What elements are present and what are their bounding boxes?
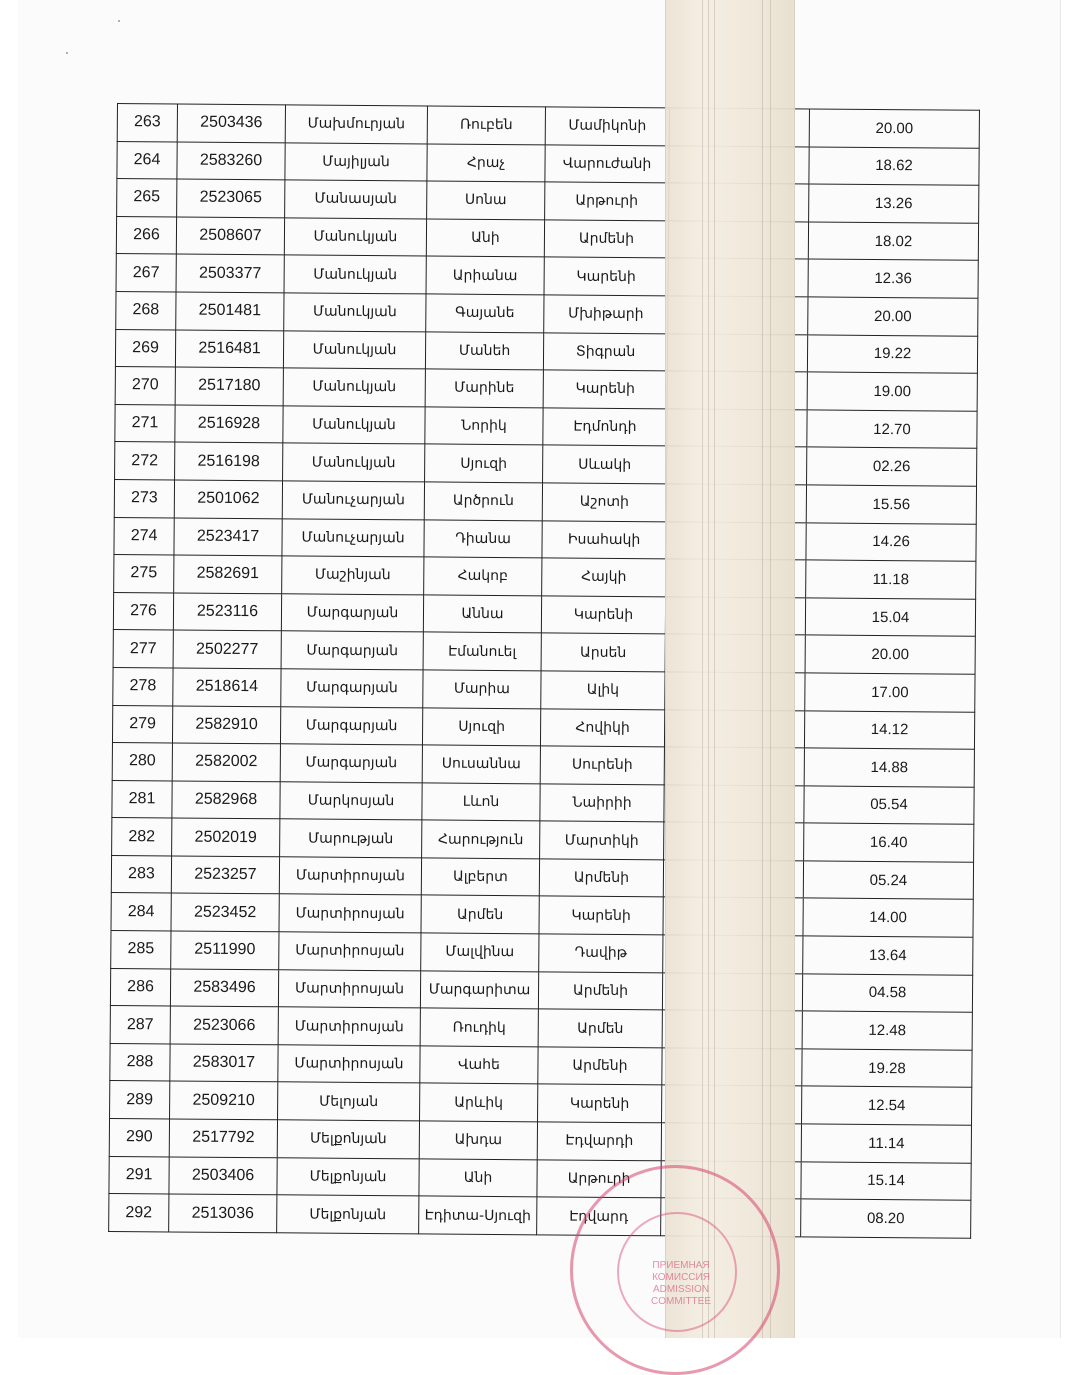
cell-surname: Մարգարյան xyxy=(281,669,423,708)
cell-score: 19.00 xyxy=(807,372,977,411)
cell-first-name: Սոնա xyxy=(427,181,545,220)
cell-patronymic: Դավիթ xyxy=(539,934,663,973)
cell-row-number: 275 xyxy=(114,555,174,593)
cell-patronymic: Մխիթարի xyxy=(544,295,668,334)
cell-patronymic: Արթուրի xyxy=(545,182,669,221)
cell-surname: Մելքոնյան xyxy=(277,1157,419,1196)
cell-surname: Մանուկյան xyxy=(284,218,426,257)
cell-first-name: Հակոբ xyxy=(424,557,542,596)
cell-patronymic: Արթուրի xyxy=(537,1159,661,1198)
cell-first-name: Հարություն xyxy=(422,820,540,859)
cell-applicant-id: 2513036 xyxy=(169,1194,277,1232)
cell-applicant-id: 2516928 xyxy=(175,405,283,443)
cell-score: 02.26 xyxy=(807,447,977,486)
cell-surname: Մարգարյան xyxy=(281,631,423,670)
cell-applicant-id: 2523417 xyxy=(174,517,282,555)
cell-score: 16.40 xyxy=(804,823,974,862)
cell-surname: Մանուկյան xyxy=(283,443,425,482)
cell-score: 18.62 xyxy=(809,147,979,186)
cell-surname: Մարգարյան xyxy=(280,744,422,783)
cell-applicant-id: 2508607 xyxy=(176,217,284,255)
cell-first-name: Էդիտա-Սյուզի xyxy=(419,1196,537,1235)
cell-surname: Մարտիրոսյան xyxy=(278,1007,420,1046)
cell-row-number: 281 xyxy=(112,780,172,818)
cell-first-name: Մարիա xyxy=(423,670,541,709)
cell-first-name: Սուսաննա xyxy=(422,745,540,784)
cell-row-number: 268 xyxy=(116,291,176,329)
cell-row-number: 284 xyxy=(111,893,171,931)
cell-applicant-id: 2583496 xyxy=(170,969,278,1007)
cell-patronymic: Արմենի xyxy=(539,859,663,898)
cell-surname: Մաշինյան xyxy=(282,556,424,595)
cell-first-name: Հրաչ xyxy=(427,144,545,183)
cell-row-number: 276 xyxy=(113,592,173,630)
cell-surname: Մանուկյան xyxy=(283,330,425,369)
cell-score: 14.88 xyxy=(804,748,974,787)
cell-first-name: Ալբերտ xyxy=(421,858,539,897)
cell-row-number: 269 xyxy=(115,329,175,367)
cell-surname: Մանուկյան xyxy=(283,368,425,407)
cell-applicant-id: 2516481 xyxy=(175,330,283,368)
cell-first-name: Արևիկ xyxy=(420,1083,538,1122)
cell-surname: Մարտիրոսյան xyxy=(278,1045,420,1084)
cell-first-name: Նորիկ xyxy=(425,407,543,446)
cell-first-name: Արիանա xyxy=(426,256,544,295)
cell-score: 11.14 xyxy=(801,1124,971,1163)
cell-applicant-id: 2523257 xyxy=(171,856,279,894)
cell-patronymic: Սևակի xyxy=(543,445,667,484)
cell-patronymic: Կարենի xyxy=(544,257,668,296)
cell-patronymic: Արմենի xyxy=(538,1047,662,1086)
cell-patronymic: Վարուժանի xyxy=(545,144,669,183)
cell-applicant-id: 2582968 xyxy=(172,781,280,819)
cell-row-number: 288 xyxy=(110,1043,170,1081)
table-body xyxy=(109,104,980,1239)
cell-patronymic: Էդվարդ xyxy=(537,1197,661,1236)
cell-row-number: 282 xyxy=(112,818,172,856)
cell-row-number: 291 xyxy=(109,1156,169,1194)
cell-patronymic: Էդվարդի xyxy=(537,1122,661,1161)
cell-surname: Մարտիրոսյան xyxy=(279,894,421,933)
official-stamp xyxy=(570,1165,780,1375)
cell-applicant-id: 2502277 xyxy=(173,630,281,668)
cell-row-number: 267 xyxy=(116,254,176,292)
cell-applicant-id: 2582910 xyxy=(172,705,280,743)
cell-row-number: 290 xyxy=(109,1119,169,1157)
cell-applicant-id: 2523116 xyxy=(173,593,281,631)
cell-patronymic: Կարենի xyxy=(538,1084,662,1123)
paper-speck xyxy=(118,20,120,22)
stamp-label: ПРИЕМНАЯ КОМИССИЯ ADMISSION COMMITTEE xyxy=(651,1260,711,1307)
cell-row-number: 264 xyxy=(117,141,177,179)
cell-applicant-id: 2582002 xyxy=(172,743,280,781)
cell-row-number: 274 xyxy=(114,517,174,555)
cell-score: 13.26 xyxy=(809,184,979,223)
cell-applicant-id: 2509210 xyxy=(170,1081,278,1119)
cell-surname: Մանասյան xyxy=(285,180,427,219)
cell-row-number: 265 xyxy=(117,179,177,217)
cell-row-number: 292 xyxy=(109,1194,169,1232)
cell-surname: Մարտիրոսյան xyxy=(278,969,420,1008)
cell-row-number: 263 xyxy=(117,104,177,142)
cell-score: 20.00 xyxy=(809,109,979,148)
cell-surname: Մելքոնյան xyxy=(277,1195,419,1234)
cell-surname: Մանուկյան xyxy=(283,406,425,445)
cell-patronymic: Տիգրան xyxy=(543,332,667,371)
cell-patronymic: Արմենի xyxy=(544,220,668,259)
cell-score: 14.00 xyxy=(803,898,973,937)
cell-patronymic: Կարենի xyxy=(539,896,663,935)
cell-row-number: 270 xyxy=(115,367,175,405)
cell-patronymic: Ալիկ xyxy=(541,671,665,710)
cell-surname: Մարության xyxy=(280,819,422,858)
cell-applicant-id: 2583017 xyxy=(170,1044,278,1082)
cell-row-number: 289 xyxy=(110,1081,170,1119)
cell-row-number: 287 xyxy=(110,1006,170,1044)
cell-row-number: 278 xyxy=(113,667,173,705)
cell-patronymic: Աշոտի xyxy=(542,483,666,522)
cell-applicant-id: 2523452 xyxy=(171,893,279,931)
cell-patronymic: Սուրենի xyxy=(540,746,664,785)
cell-score: 18.02 xyxy=(808,222,978,261)
cell-patronymic: Հայկի xyxy=(542,558,666,597)
cell-patronymic: Արմենի xyxy=(538,971,662,1010)
cell-first-name: Ռուդիկ xyxy=(420,1008,538,1047)
cell-patronymic: Նաիրիի xyxy=(540,784,664,823)
cell-score: 04.58 xyxy=(802,974,972,1013)
cell-score: 05.54 xyxy=(804,786,974,825)
cell-score: 19.28 xyxy=(802,1049,972,1088)
cell-score: 12.70 xyxy=(807,410,977,449)
cell-surname: Մարգարյան xyxy=(281,594,423,633)
cell-patronymic: Մամիկոնի xyxy=(545,107,669,146)
cell-patronymic: Կարենի xyxy=(541,596,665,635)
table-row xyxy=(109,1194,971,1238)
cell-applicant-id: 2511990 xyxy=(171,931,279,969)
cell-row-number: 273 xyxy=(114,479,174,517)
cell-patronymic: Արմեն xyxy=(538,1009,662,1048)
cell-score: 20.00 xyxy=(805,635,975,674)
cell-score: 15.04 xyxy=(805,598,975,637)
cell-applicant-id: 2501481 xyxy=(176,292,284,330)
cell-applicant-id: 2501062 xyxy=(174,480,282,518)
cell-score: 12.48 xyxy=(802,1011,972,1050)
cell-first-name: Գայանե xyxy=(426,294,544,333)
cell-row-number: 286 xyxy=(110,968,170,1006)
cell-score: 14.12 xyxy=(804,710,974,749)
cell-patronymic: Մարտիկի xyxy=(540,821,664,860)
cell-score: 08.20 xyxy=(801,1199,971,1238)
cell-applicant-id: 2502019 xyxy=(172,818,280,856)
cell-row-number: 279 xyxy=(112,705,172,743)
cell-patronymic: Էդմոնդի xyxy=(543,408,667,447)
cell-first-name: Մալվինա xyxy=(421,933,539,972)
cell-applicant-id: 2523065 xyxy=(177,179,285,217)
cell-patronymic: Արսեն xyxy=(541,633,665,672)
cell-score: 14.26 xyxy=(806,522,976,561)
cell-score: 15.14 xyxy=(801,1162,971,1201)
cell-row-number: 285 xyxy=(111,931,171,969)
cell-surname: Մարկոսյան xyxy=(280,781,422,820)
cell-surname: Մայիլյան xyxy=(285,142,427,181)
cell-score: 17.00 xyxy=(805,673,975,712)
cell-first-name: Աննա xyxy=(423,595,541,634)
cell-patronymic: Կարենի xyxy=(543,370,667,409)
cell-first-name: Անի xyxy=(419,1159,537,1198)
cell-applicant-id: 2516198 xyxy=(175,442,283,480)
cell-first-name: Մարինե xyxy=(425,369,543,408)
cell-score: 11.18 xyxy=(806,560,976,599)
cell-first-name: Ախդա xyxy=(419,1121,537,1160)
cell-surname: Մանուկյան xyxy=(284,255,426,294)
cell-row-number: 271 xyxy=(115,404,175,442)
cell-first-name: Վահե xyxy=(420,1046,538,1085)
cell-first-name: Դիանա xyxy=(424,519,542,558)
cell-row-number: 277 xyxy=(113,630,173,668)
paper-speck xyxy=(66,52,68,54)
cell-surname: Մանուկյան xyxy=(284,293,426,332)
cell-first-name: Արծրուն xyxy=(424,482,542,521)
cell-applicant-id: 2583260 xyxy=(177,142,285,180)
cell-score: 20.00 xyxy=(808,297,978,336)
cell-score: 05.24 xyxy=(803,861,973,900)
cell-first-name: Մանեհ xyxy=(425,331,543,370)
cell-applicant-id: 2517180 xyxy=(175,367,283,405)
cell-score: 12.36 xyxy=(808,259,978,298)
results-table xyxy=(108,103,980,1239)
cell-patronymic: Հովիկի xyxy=(540,708,664,747)
cell-surname: Մելոյան xyxy=(278,1082,420,1121)
cell-score: 19.22 xyxy=(807,334,977,373)
cell-first-name: Լևոն xyxy=(422,783,540,822)
cell-applicant-id: 2523066 xyxy=(170,1006,278,1044)
cell-score: 12.54 xyxy=(802,1086,972,1125)
cell-score: 13.64 xyxy=(803,936,973,975)
cell-surname: Մարտիրոսյան xyxy=(279,932,421,971)
cell-surname: Մելքոնյան xyxy=(277,1120,419,1159)
cell-patronymic: Իսահակի xyxy=(542,520,666,559)
cell-surname: Մանուչարյան xyxy=(282,518,424,557)
cell-applicant-id: 2518614 xyxy=(173,668,281,706)
cell-applicant-id: 2582691 xyxy=(174,555,282,593)
cell-applicant-id: 2503377 xyxy=(176,254,284,292)
cell-applicant-id: 2517792 xyxy=(169,1119,277,1157)
cell-first-name: Մարգարիտա xyxy=(420,971,538,1010)
cell-row-number: 283 xyxy=(111,855,171,893)
cell-surname: Մարտիրոսյան xyxy=(279,857,421,896)
cell-first-name: Անի xyxy=(426,219,544,258)
cell-surname: Մարգարյան xyxy=(280,706,422,745)
cell-score: 15.56 xyxy=(806,485,976,524)
cell-first-name: Սյուզի xyxy=(422,707,540,746)
cell-surname: Մախմուրյան xyxy=(285,105,427,144)
cell-applicant-id: 2503406 xyxy=(169,1157,277,1195)
cell-row-number: 266 xyxy=(116,216,176,254)
cell-surname: Մանուչարյան xyxy=(282,481,424,520)
cell-applicant-id: 2503436 xyxy=(177,104,285,142)
cell-first-name: Սյուզի xyxy=(425,444,543,483)
adhesive-tape-strip xyxy=(665,0,795,1338)
cell-row-number: 272 xyxy=(115,442,175,480)
cell-first-name: Արմեն xyxy=(421,895,539,934)
cell-first-name: Ռուբեն xyxy=(427,106,545,145)
cell-first-name: Էմանուել xyxy=(423,632,541,671)
cell-row-number: 280 xyxy=(112,743,172,781)
